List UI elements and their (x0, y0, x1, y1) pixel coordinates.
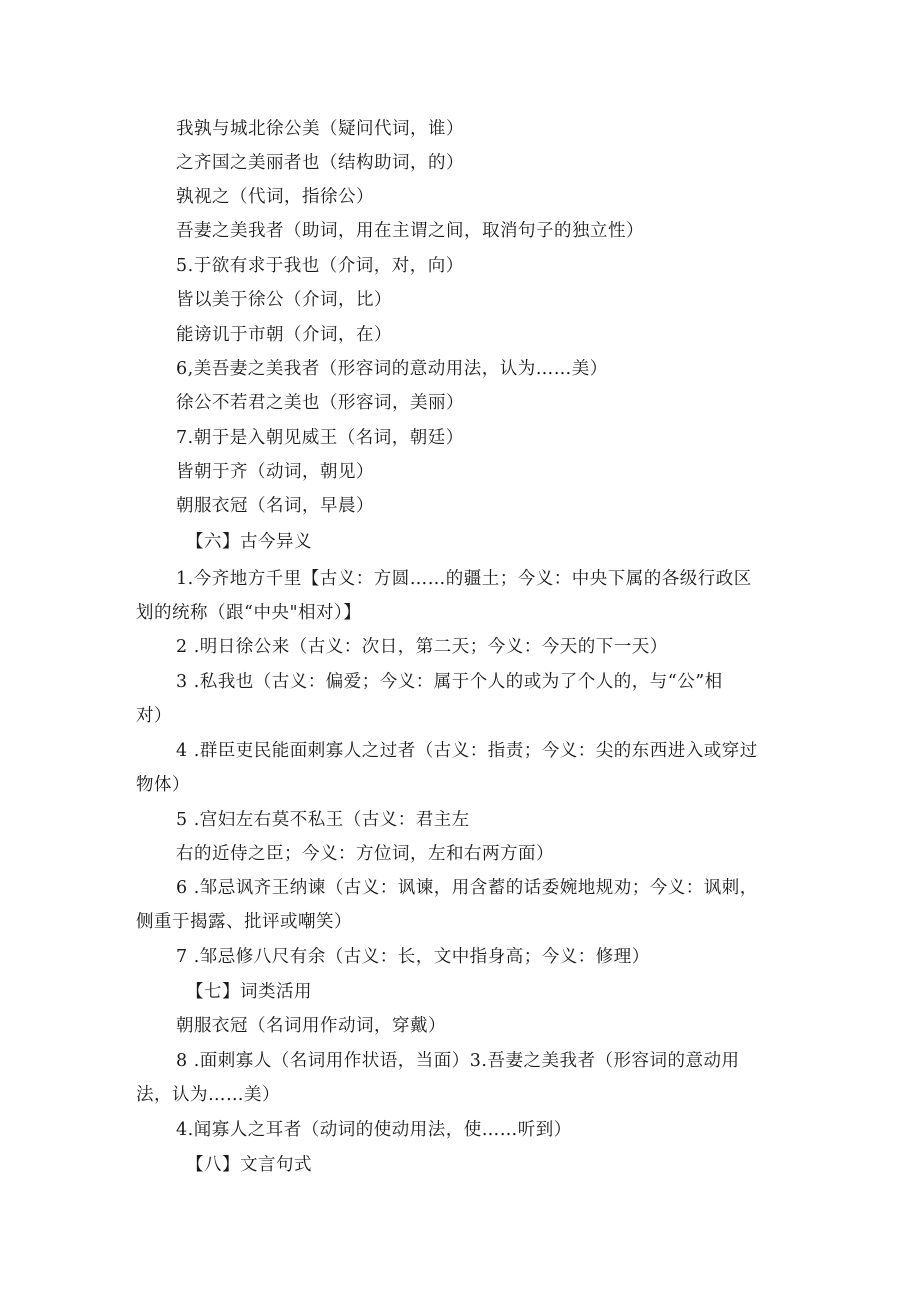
text-line: 物体） (136, 775, 190, 795)
text-line: 8 .面刺寡人（名词用作状语，当面）3.吾妻之美我者（形容词的意动用 (176, 1051, 740, 1071)
text-line: 吾妻之美我者（助词，用在主谓之间，取消句子的独立性） (176, 221, 644, 241)
text-line: 3 .私我也（古义：偏爱；今义：属于个人的或为了个人的，与“公”相 (176, 672, 723, 692)
text-line: 朝服衣冠（名词用作动词，穿戴） (176, 1016, 446, 1036)
text-line: 朝服衣冠（名词，早晨） (176, 496, 374, 516)
text-line: 1.今齐地方千里【古义：方圆……的疆土；今义：中央下属的各级行政区 (176, 569, 752, 589)
text-line: 6,美吾妻之美我者（形容词的意动用法，认为……美） (176, 359, 608, 379)
text-line: 皆以美于徐公（介词，比） (176, 290, 392, 310)
text-line: 我孰与城北徐公美（疑问代词，谁） (176, 119, 464, 139)
text-line: 7.朝于是入朝见威王（名词，朝廷） (176, 428, 464, 448)
text-line: 2 .明日徐公来（古义：次日，第二天；今义：今天的下一天） (176, 637, 668, 657)
text-line: 划的统称（跟“中央"相对）】 (136, 603, 362, 623)
text-line: 徐公不若君之美也（形容词，美丽） (176, 393, 464, 413)
text-line: 5 .宫妇左右莫不私王（古义：君主左 (176, 810, 470, 830)
text-line: 侧重于揭露、批评或嘲笑） (136, 912, 352, 932)
text-line: 4.闻寡人之耳者（动词的使动用法，使……听到） (176, 1120, 572, 1140)
text-line: 5.于欲有求于我也（介词，对，向） (176, 256, 464, 276)
text-line: 孰视之（代词，指徐公） (176, 187, 374, 207)
text-line: 法，认为……美） (136, 1085, 280, 1105)
section-heading: 【八】文言句式 (186, 1155, 312, 1175)
text-line: 4 .群臣吏民能面刺寡人之过者（古义：指责；今义：尖的东西进入或穿过 (176, 741, 758, 761)
section-heading: 【六】古今异义 (186, 532, 312, 552)
text-line: 7 .邹忌修八尺有余（古义：长，文中指身高；今义：修理） (176, 947, 650, 967)
text-line: 6 .邹忌讽齐王纳谏（古义：讽谏，用含蓄的话委婉地规劝；今义：讽刺， (176, 878, 758, 898)
section-heading: 【七】词类活用 (186, 982, 312, 1002)
text-line: 皆朝于齐（动词，朝见） (176, 462, 374, 482)
text-line: 能谤讥于市朝（介词，在） (176, 325, 392, 345)
text-line: 右的近侍之臣；今义：方位词，左和右两方面） (176, 844, 554, 864)
text-line: 之齐国之美丽者也（结构助词，的） (176, 153, 464, 173)
text-line: 对） (136, 706, 172, 726)
